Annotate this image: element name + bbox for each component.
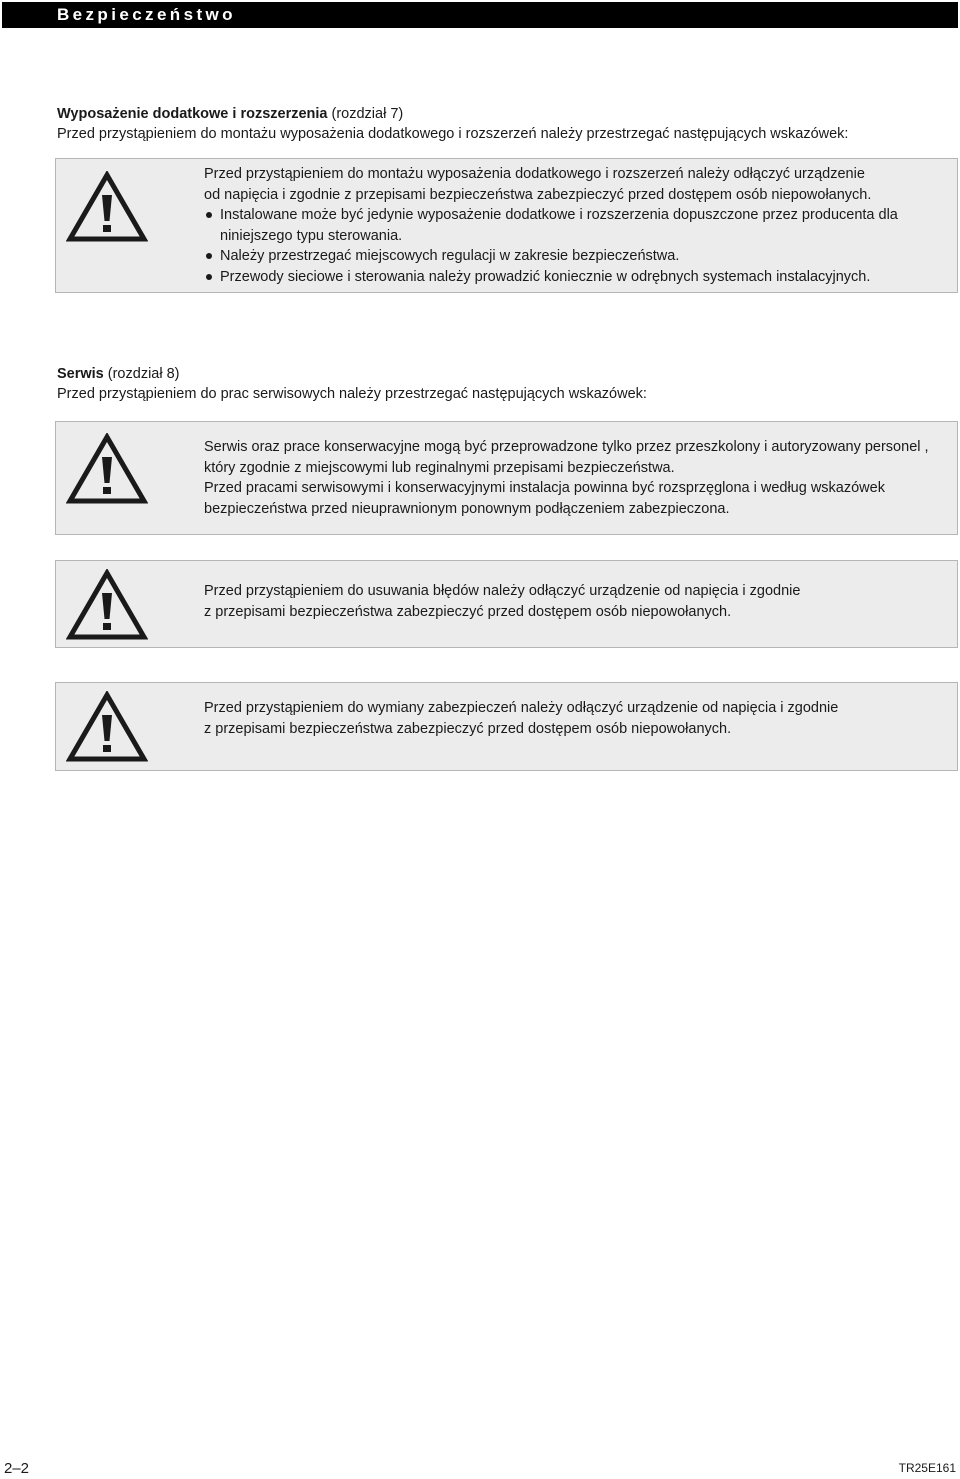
page-number: 2–2 [4, 1460, 30, 1477]
warning-bullet: Przewody sieciowe i sterowania należy prowadzić koniecznie w odrębnych systemach instalacyjnych. [204, 267, 941, 288]
warning-bullet: Należy przestrzegać miejscowych regulacji w zakresie bezpieczeństwa. [204, 246, 941, 267]
service-warning-box-3 [55, 682, 958, 771]
service-title-ref: (rozdział 8) [103, 366, 180, 382]
service-warning-text-1 [204, 437, 941, 519]
accessories-title-bold: Wyposażenie dodatkowe i rozszerzenia [57, 106, 328, 122]
document-code: TR25E161 [898, 1461, 956, 1475]
warning-line: Przed przystąpieniem do wymiany zabezpieczeń należy odłączyć urządzenie od napięcia i zgodnie [204, 700, 839, 716]
warning-line: Przed pracami serwisowymi i konserwacyjnymi instalacja powinna być rozsprzęglona i według wskazówek [204, 480, 885, 496]
service-section [57, 364, 937, 404]
service-warning-box-1 [55, 421, 958, 535]
warning-line: z przepisami bezpieczeństwa zabezpieczyć przed dostępem osób niepowołanych. [204, 720, 732, 737]
warning-line: Przed przystąpieniem do montażu wyposażenia dodatkowego i rozszerzeń należy odłączyć urządzenie [204, 166, 865, 182]
service-intro: Przed przystąpieniem do prac serwisowych należy przestrzegać następujących wskazówek: [57, 386, 647, 402]
warning-line: od napięcia i zgodnie z przepisami bezpieczeństwa zabezpieczyć przed dostępem osób niepowołanych. [204, 186, 872, 203]
warning-line: z przepisami bezpieczeństwa zabezpieczyć przed dostępem osób niepowołanych. [204, 603, 732, 620]
accessories-title [57, 104, 937, 124]
service-title-bold: Serwis [57, 366, 104, 382]
warning-line: który zgodnie z miejscowymi lub reginalnymi przepisami bezpieczeństwa. [204, 459, 675, 476]
warning-line: Serwis oraz prace konserwacyjne mogą być przeprowadzone tylko przez przeszkolony i autoryzowany personel , [204, 439, 929, 455]
accessories-warning-box [55, 158, 958, 293]
warning-triangle-icon [66, 171, 148, 243]
service-warning-box-2 [55, 560, 958, 648]
service-warning-text-2 [204, 581, 941, 622]
warning-line: Przed przystąpieniem do usuwania błędów należy odłączyć urządzenie od napięcia i zgodnie [204, 583, 801, 599]
accessories-intro: Przed przystąpieniem do montażu wyposażenia dodatkowego i rozszerzeń należy przestrzegać następujących wskazówek: [57, 126, 849, 142]
page-header [2, 2, 958, 28]
warning-triangle-icon [66, 569, 148, 641]
accessories-warning-text [204, 164, 941, 287]
accessories-section [57, 104, 937, 144]
service-warning-text-3 [204, 698, 941, 739]
service-title [57, 364, 937, 384]
warning-triangle-icon [66, 433, 148, 505]
warning-triangle-icon [66, 691, 148, 763]
warning-bullet: Instalowane może być jedynie wyposażenie dodatkowe i rozszerzenia dopuszczone przez producenta dla niniejszego typu sterowania. [204, 205, 941, 246]
warning-line: bezpieczeństwa przed nieuprawnionym ponownym podłączeniem zabezpieczona. [204, 500, 730, 517]
accessories-title-ref: (rozdział 7) [327, 106, 404, 122]
header-title: Bezpieczeństwo [57, 5, 236, 24]
